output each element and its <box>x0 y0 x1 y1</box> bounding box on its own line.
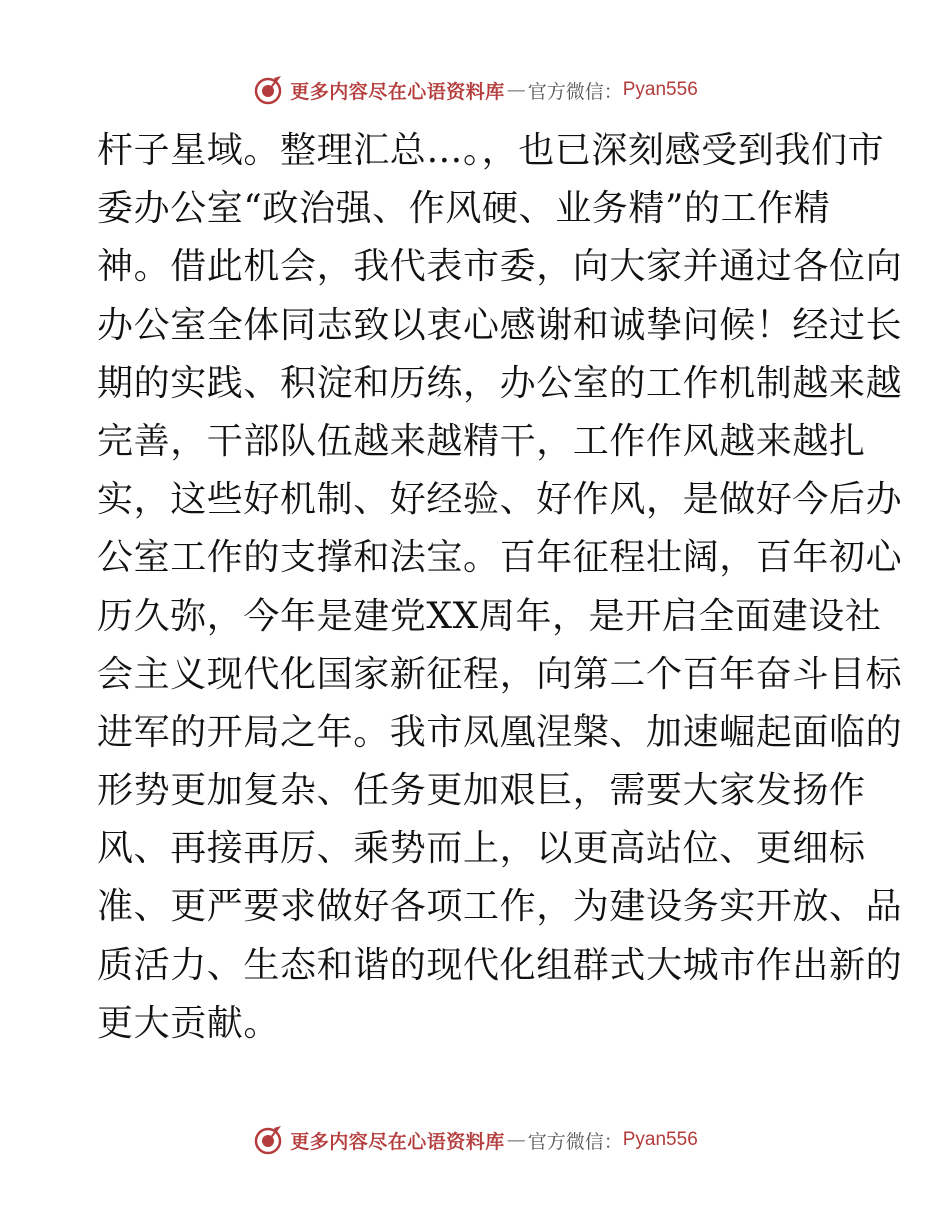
header-watermark <box>0 70 950 110</box>
text-line: 公室工作的支撑和法宝。百年征程壮阔，百年初心 <box>97 537 903 579</box>
text-line: 准、更严要求做好各项工作，为建设务实开放、品 <box>97 886 903 928</box>
quill-seal-icon <box>252 1124 284 1156</box>
text-line: 实，这些好机制、好经验、好作风，是做好今后办 <box>97 479 903 521</box>
text-line: 质活力、生态和谐的现代化组群式大城市作出新的 <box>97 944 903 986</box>
watermark-dash: — <box>506 79 526 101</box>
text-line: 期的实践、积淀和历练，办公室的工作机制越来越 <box>97 362 903 404</box>
watermark-wechat-id: Pyan556 <box>622 79 698 100</box>
text-line: 进军的开局之年。我市凤凰涅槃、加速崛起面临的 <box>97 711 903 753</box>
body-text <box>97 122 903 1053</box>
watermark-dash: — <box>506 1129 526 1151</box>
text-line: 风、再接再厉、乘势而上，以更高站位、更细标 <box>97 828 866 870</box>
footer-watermark <box>0 1120 950 1160</box>
watermark-wechat-id: Pyan556 <box>622 1129 698 1150</box>
text-line: 完善，干部队伍越来越精干，工作作风越来越扎 <box>97 420 866 462</box>
text-line: 办公室全体同志致以衷心感谢和诚挚问候！经过长 <box>97 304 903 346</box>
watermark-site-text: 更多内容尽在心语资料库 <box>290 1130 505 1153</box>
quill-seal-icon <box>252 74 284 106</box>
text-line: 神。借此机会，我代表市委，向大家并通过各位向 <box>97 246 903 288</box>
watermark-site-text: 更多内容尽在心语资料库 <box>290 80 505 103</box>
text-line: 历久弥，今年是建党XX周年，是开启全面建设社 <box>97 595 882 637</box>
text-line: 杆子星域。整理汇总…。，也已深刻感受到我们市 <box>97 130 885 171</box>
text-line: 形势更加复杂、任务更加艰巨，需要大家发扬作 <box>97 770 866 812</box>
watermark-wechat-label: 官方微信： <box>527 1130 623 1153</box>
text-line: 委办公室“政治强、作风硬、业务精”的工作精 <box>97 188 831 230</box>
text-line: 会主义现代化国家新征程，向第二个百年奋斗目标 <box>97 653 903 695</box>
watermark-wechat-label: 官方微信： <box>527 80 623 103</box>
text-line: 更大贡献。 <box>97 1002 281 1044</box>
